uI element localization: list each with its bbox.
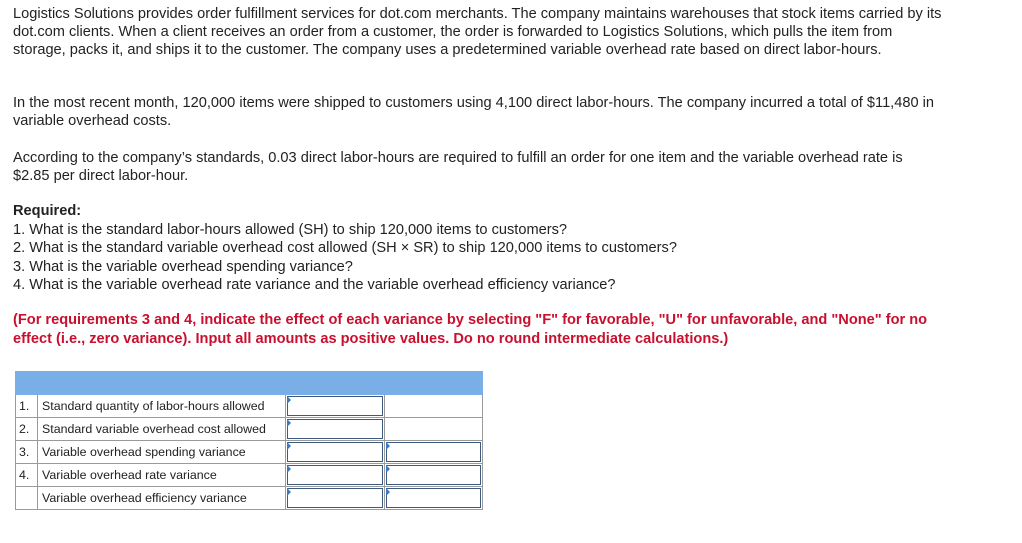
amount-input[interactable] — [287, 419, 383, 439]
effect-select[interactable] — [386, 465, 481, 485]
amount-cell — [286, 441, 385, 464]
effect-select[interactable] — [386, 442, 481, 462]
intro-paragraph-2: In the most recent month, 120,000 items were shipped to customers using 4,100 direct labor-hours. The company incurred a total of $11,480 in variable overhead costs. — [13, 95, 935, 129]
table-row — [16, 487, 483, 510]
input-marker-icon — [287, 442, 291, 450]
amount-input[interactable] — [287, 465, 383, 485]
input-marker-icon — [287, 396, 291, 404]
amount-cell — [286, 395, 385, 418]
input-marker-icon — [287, 419, 291, 427]
row-number: 1. — [16, 395, 38, 418]
row-label: Standard quantity of labor-hours allowed — [38, 395, 286, 418]
amount-input[interactable] — [287, 488, 383, 508]
table-header-row — [16, 372, 483, 395]
row-label: Variable overhead rate variance — [38, 464, 286, 487]
table-row — [16, 418, 483, 441]
row-label: Standard variable overhead cost allowed — [38, 418, 286, 441]
select-marker-icon — [386, 442, 390, 450]
amount-cell — [286, 464, 385, 487]
required-list — [13, 221, 677, 294]
table-row — [16, 395, 483, 418]
table-row — [16, 464, 483, 487]
instructions-text: (For requirements 3 and 4, indicate the effect of each variance by selecting "F" for favorable, "U" for unfavorable, and "None" for no effect (i.e., zero variance). Input all amounts as positive values. Do no round intermediate calculations.) — [13, 312, 928, 347]
required-heading: Required: — [13, 203, 82, 219]
row-label: Variable overhead efficiency variance — [38, 487, 286, 510]
select-marker-icon — [386, 465, 390, 473]
effect-cell — [385, 487, 483, 510]
effect-cell — [385, 441, 483, 464]
effect-select[interactable] — [386, 488, 481, 508]
intro-paragraph-3: According to the company’s standards, 0.03 direct labor-hours are required to fulfill an order for one item and the variable overhead rate is $2.85 per direct labor-hour. — [13, 150, 903, 184]
amount-input[interactable] — [287, 396, 383, 416]
amount-cell — [286, 418, 385, 441]
row-number: 3. — [16, 441, 38, 464]
input-marker-icon — [287, 465, 291, 473]
intro-paragraph-1: Logistics Solutions provides order fulfillment services for dot.com merchants. The company maintains warehouses that stock items carried by its dot.com clients. When a client receives an order from a customer, the order is forwarded to Logistics Solutions, which pulls the item from storage, packs it, and ships it to the customer. The company uses a predetermined variable overhead rate based on direct labor-hours. — [13, 6, 942, 58]
effect-cell-empty — [385, 418, 483, 441]
table-row — [16, 441, 483, 464]
required-item-2: 2. What is the standard variable overhead cost allowed (SH × SR) to ship 120,000 items to customers? — [13, 240, 677, 257]
row-number — [16, 487, 38, 510]
amount-input[interactable] — [287, 442, 383, 462]
answer-table — [15, 371, 483, 510]
row-number: 2. — [16, 418, 38, 441]
row-label: Variable overhead spending variance — [38, 441, 286, 464]
select-marker-icon — [386, 488, 390, 496]
required-item-3: 3. What is the variable overhead spending variance? — [13, 258, 353, 275]
effect-cell-empty — [385, 395, 483, 418]
required-item-1: 1. What is the standard labor-hours allowed (SH) to ship 120,000 items to customers? — [13, 222, 568, 238]
amount-cell — [286, 487, 385, 510]
input-marker-icon — [287, 488, 291, 496]
required-item-4: 4. What is the variable overhead rate variance and the variable overhead efficiency variance? — [13, 276, 616, 293]
effect-cell — [385, 464, 483, 487]
row-number: 4. — [16, 464, 38, 487]
